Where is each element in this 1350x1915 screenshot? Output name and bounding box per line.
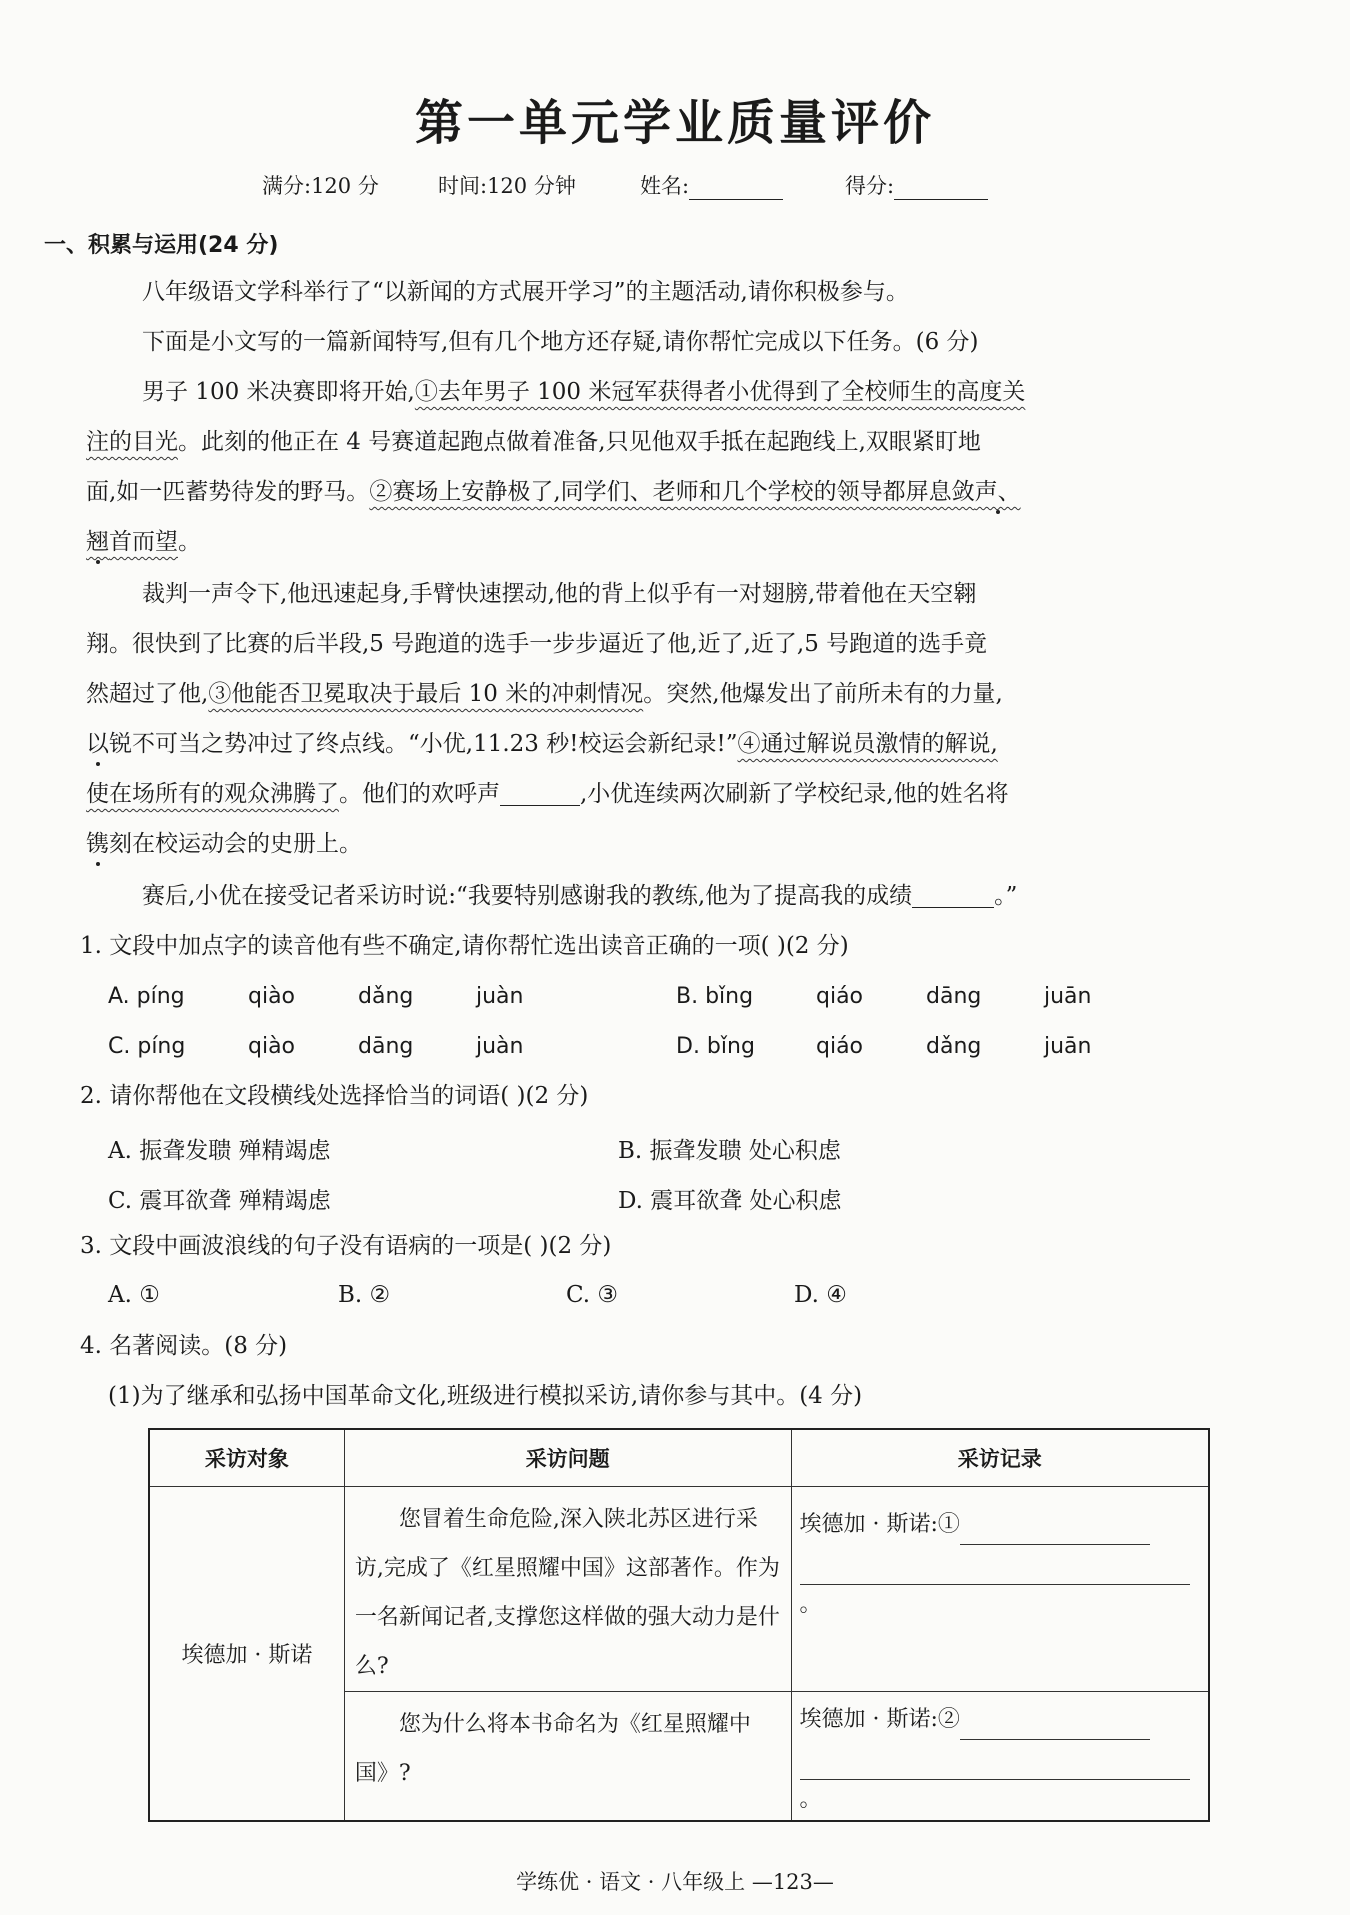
interview-question-2: 您为什么将本书命名为《红星照耀中国》? <box>344 1692 791 1822</box>
interview-question-1: 您冒着生命危险,深入陕北苏区进行采访,完成了《红星照耀中国》这部著作。作为一名新闻记者,支撑您这样做的强大动力是什么? <box>344 1487 791 1692</box>
passage-line: 使在场所有的观众沸腾了。他们的欢呼声 ,小优连续两次刷新了学校纪录,他的姓名将 <box>86 781 1009 807</box>
answer-blank-1[interactable] <box>500 783 580 806</box>
time-limit: 时间:120 分钟 <box>438 174 576 198</box>
q1-option-c[interactable]: C. píng qiào dāng juàn <box>108 1034 524 1059</box>
record-1-blank-a[interactable] <box>960 1520 1150 1545</box>
q1-option-d[interactable]: D. bǐng qiáo dǎng juān <box>676 1034 1092 1059</box>
q3-option-c[interactable]: C. ③ <box>566 1282 619 1308</box>
q2-option-b[interactable]: B. 振聋发聩 处心积虑 <box>618 1138 841 1164</box>
q3-option-a[interactable]: A. ① <box>108 1282 160 1308</box>
header-record: 采访记录 <box>791 1429 1209 1487</box>
interview-table <box>148 1428 1210 1822</box>
passage-line: 赛后,小优在接受记者采访时说:“我要特别感谢我的教练,他为了提高我的成绩 。” <box>142 883 1018 909</box>
passage-line: 然超过了他,③他能否卫冕取决于最后 10 米的冲刺情况。突然,他爆发出了前所未有的力量, <box>86 681 1003 707</box>
passage-line: 以锐不可当之势冲过了终点线。“小优,11.23 秒!校运会新纪录!”④通过解说员激情的解说, <box>86 731 998 757</box>
dotted-char: 声、 <box>974 479 1021 505</box>
wavy-sentence-3: ③他能否卫冕取决于最后 10 米的冲刺情况 <box>208 681 644 707</box>
passage-line: 裁判一声令下,他迅速起身,手臂快速摆动,他的背上似乎有一对翅膀,带着他在天空翱 <box>142 581 977 607</box>
wavy-sentence-2-cont: 翘首而望 <box>86 529 178 555</box>
q1-option-b[interactable]: B. bǐng qiáo dāng juān <box>676 984 1092 1009</box>
q2-option-a[interactable]: A. 振聋发聩 殚精竭虑 <box>108 1138 331 1164</box>
answer-blank-2[interactable] <box>912 885 994 908</box>
name-blank[interactable] <box>689 179 783 200</box>
name-label: 姓名: <box>640 174 690 198</box>
section-heading: 一、积累与运用(24 分) <box>44 233 279 258</box>
header-subject: 采访对象 <box>149 1429 344 1487</box>
wavy-sentence-4-cont: 使在场所有的观众沸腾了 <box>86 781 339 807</box>
interview-record-1: 埃德加 · 斯诺:① 。 <box>791 1487 1209 1692</box>
name-field <box>640 170 783 200</box>
wavy-sentence-1: ①去年男子 100 米冠军获得者小优得到了全校师生的高度关 <box>414 379 1026 405</box>
question-2-stem: 2. 请你帮他在文段横线处选择恰当的词语( )(2 分) <box>80 1083 589 1109</box>
dotted-char: 镌 <box>86 831 109 857</box>
score-field <box>845 170 988 200</box>
record-2-blank-a[interactable] <box>960 1715 1150 1740</box>
full-score: 满分:120 分 <box>262 174 379 198</box>
passage-line: 镌刻在校运动会的史册上。 <box>86 831 362 857</box>
passage-line: 男子 100 米决赛即将开始,①去年男子 100 米冠军获得者小优得到了全校师生的高度关 <box>142 379 1026 405</box>
passage-line: 注的目光。此刻的他正在 4 号赛道起跑点做着准备,只见他双手抵在起跑线上,双眼紧盯地 <box>86 429 981 455</box>
dotted-char: 以 <box>86 731 109 757</box>
wavy-sentence-4: ④通过解说员激情的解说, <box>737 731 998 757</box>
dotted-char: 翘 <box>86 529 109 555</box>
q1-option-a[interactable]: A. píng qiào dǎng juàn <box>108 984 524 1009</box>
interview-subject: 埃德加 · 斯诺 <box>149 1487 344 1822</box>
interview-record-2: 埃德加 · 斯诺:② 。 <box>791 1692 1209 1822</box>
header-question: 采访问题 <box>344 1429 791 1487</box>
question-3-stem: 3. 文段中画波浪线的句子没有语病的一项是( )(2 分) <box>80 1233 612 1259</box>
q2-option-c[interactable]: C. 震耳欲聋 殚精竭虑 <box>108 1188 331 1214</box>
question-4-sub1: (1)为了继承和弘扬中国革命文化,班级进行模拟采访,请你参与其中。(4 分) <box>108 1383 863 1409</box>
passage-line: 翔。很快到了比赛的后半段,5 号跑道的选手一步步逼近了他,近了,近了,5 号跑道的选手竟 <box>86 631 988 657</box>
passage-line: 面,如一匹蓄势待发的野马。②赛场上安静极了,同学们、老师和几个学校的领导都屏息敛声、 <box>86 479 1021 505</box>
q3-option-d[interactable]: D. ④ <box>794 1282 847 1308</box>
wavy-sentence-1-cont: 注的目光 <box>86 429 178 455</box>
task-paragraph: 下面是小文写的一篇新闻特写,但有几个地方还存疑,请你帮忙完成以下任务。(6 分) <box>142 329 979 355</box>
record-2-blank-b[interactable] <box>800 1755 1190 1780</box>
record-1-blank-b[interactable] <box>800 1560 1190 1585</box>
question-1-stem: 1. 文段中加点字的读音他有些不确定,请你帮忙选出读音正确的一项( )(2 分) <box>80 933 849 959</box>
page-footer: 学练优 · 语文 · 八年级上 —123— <box>516 1870 834 1894</box>
score-blank[interactable] <box>894 179 988 200</box>
q2-option-d[interactable]: D. 震耳欲聋 处心积虑 <box>618 1188 842 1214</box>
page-title: 第一单元学业质量评价 <box>414 95 935 151</box>
question-4-stem: 4. 名著阅读。(8 分) <box>80 1333 288 1359</box>
score-label: 得分: <box>845 174 895 198</box>
q3-option-b[interactable]: B. ② <box>338 1282 391 1308</box>
passage-line: 翘首而望。 <box>86 529 201 555</box>
intro-paragraph: 八年级语文学科举行了“以新闻的方式展开学习”的主题活动,请你积极参与。 <box>142 279 909 305</box>
wavy-sentence-2: ②赛场上安静极了,同学们、老师和几个学校的领导都屏息敛声、 <box>369 479 1021 505</box>
